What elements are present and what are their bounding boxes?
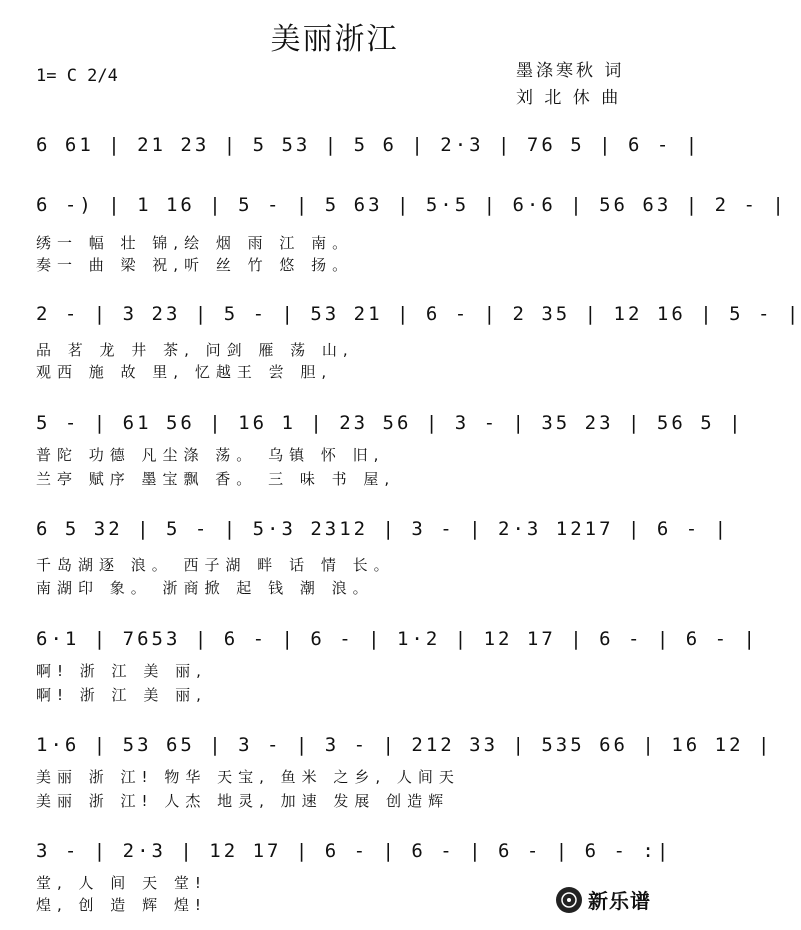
lyrics-line-3-verse-1: 品 茗 龙 井 茶, 问剑 雁 荡 山, xyxy=(36,341,354,359)
lyrics-line-7-verse-2: 美丽 浙 江! 人杰 地灵, 加速 发展 创造辉 xyxy=(36,792,450,810)
notation-line-7: 1·6 | 53 65 | 3 - | 3 - | 212 33 | 535 66 | 16 12 | xyxy=(36,734,773,756)
lyrics-line-2-verse-1: 绣一 幅 壮 锦,绘 烟 雨 江 南。 xyxy=(36,234,354,252)
lyrics-line-4-verse-1: 普陀 功德 凡尘涤 荡。 乌镇 怀 旧, xyxy=(36,446,385,464)
lyrics-line-4-verse-2: 兰亭 赋序 墨宝飘 香。 三 味 书 屋, xyxy=(36,470,396,488)
watermark-logo xyxy=(556,885,651,914)
lyrics-line-8-verse-1: 堂, 人 间 天 堂! xyxy=(36,874,207,892)
lyrics-line-8-verse-2: 煌, 创 造 辉 煌! xyxy=(36,896,207,914)
lyricist-credit: 墨涤寒秋 词 xyxy=(516,61,625,81)
lyrics-line-7-verse-1: 美丽 浙 江! 物华 天宝, 鱼米 之乡, 人间天 xyxy=(36,768,460,786)
notation-line-8: 3 - | 2·3 | 12 17 | 6 - | 6 - | 6 - | 6 - :| xyxy=(36,840,672,862)
lyrics-line-6-verse-1: 啊! 浙 江 美 丽, xyxy=(36,662,207,680)
key-signature: 1= C 2/4 xyxy=(36,66,118,86)
notation-line-6: 6·1 | 7653 | 6 - | 6 - | 1·2 | 12 17 | 6 - | 6 - | xyxy=(36,628,758,650)
notation-line-2: 6 -) | 1 16 | 5 - | 5 63 | 5·5 | 6·6 | 56 63 | 2 - | xyxy=(36,194,787,216)
notation-line-4: 5 - | 61 56 | 16 1 | 23 56 | 3 - | 35 23 | 56 5 | xyxy=(36,412,744,434)
watermark-text: 新乐谱 xyxy=(588,889,651,913)
music-disc-icon xyxy=(556,887,582,913)
lyrics-line-6-verse-2: 啊! 浙 江 美 丽, xyxy=(36,686,207,704)
lyrics-line-5-verse-1: 千岛湖逐 浪。 西子湖 畔 话 情 长。 xyxy=(36,556,395,574)
song-title: 美丽浙江 xyxy=(270,22,399,57)
notation-line-3: 2 - | 3 23 | 5 - | 53 21 | 6 - | 2 35 | 12 16 | 5 - | xyxy=(36,303,801,325)
lyrics-line-2-verse-2: 奏一 曲 梁 祝,听 丝 竹 悠 扬。 xyxy=(36,256,354,274)
notation-line-1: 6 61 | 21 23 | 5 53 | 5 6 | 2·3 | 76 5 | 6 - | xyxy=(36,134,701,156)
lyrics-line-3-verse-2: 观西 施 故 里, 忆越王 尝 胆, xyxy=(36,363,333,381)
notation-line-5: 6 5 32 | 5 - | 5·3 2312 | 3 - | 2·3 1217 | 6 - | xyxy=(36,518,730,540)
credits xyxy=(516,58,624,112)
composer-credit: 刘 北 休 曲 xyxy=(516,88,622,108)
lyrics-line-5-verse-2: 南湖印 象。 浙商掀 起 钱 潮 浪。 xyxy=(36,579,374,597)
